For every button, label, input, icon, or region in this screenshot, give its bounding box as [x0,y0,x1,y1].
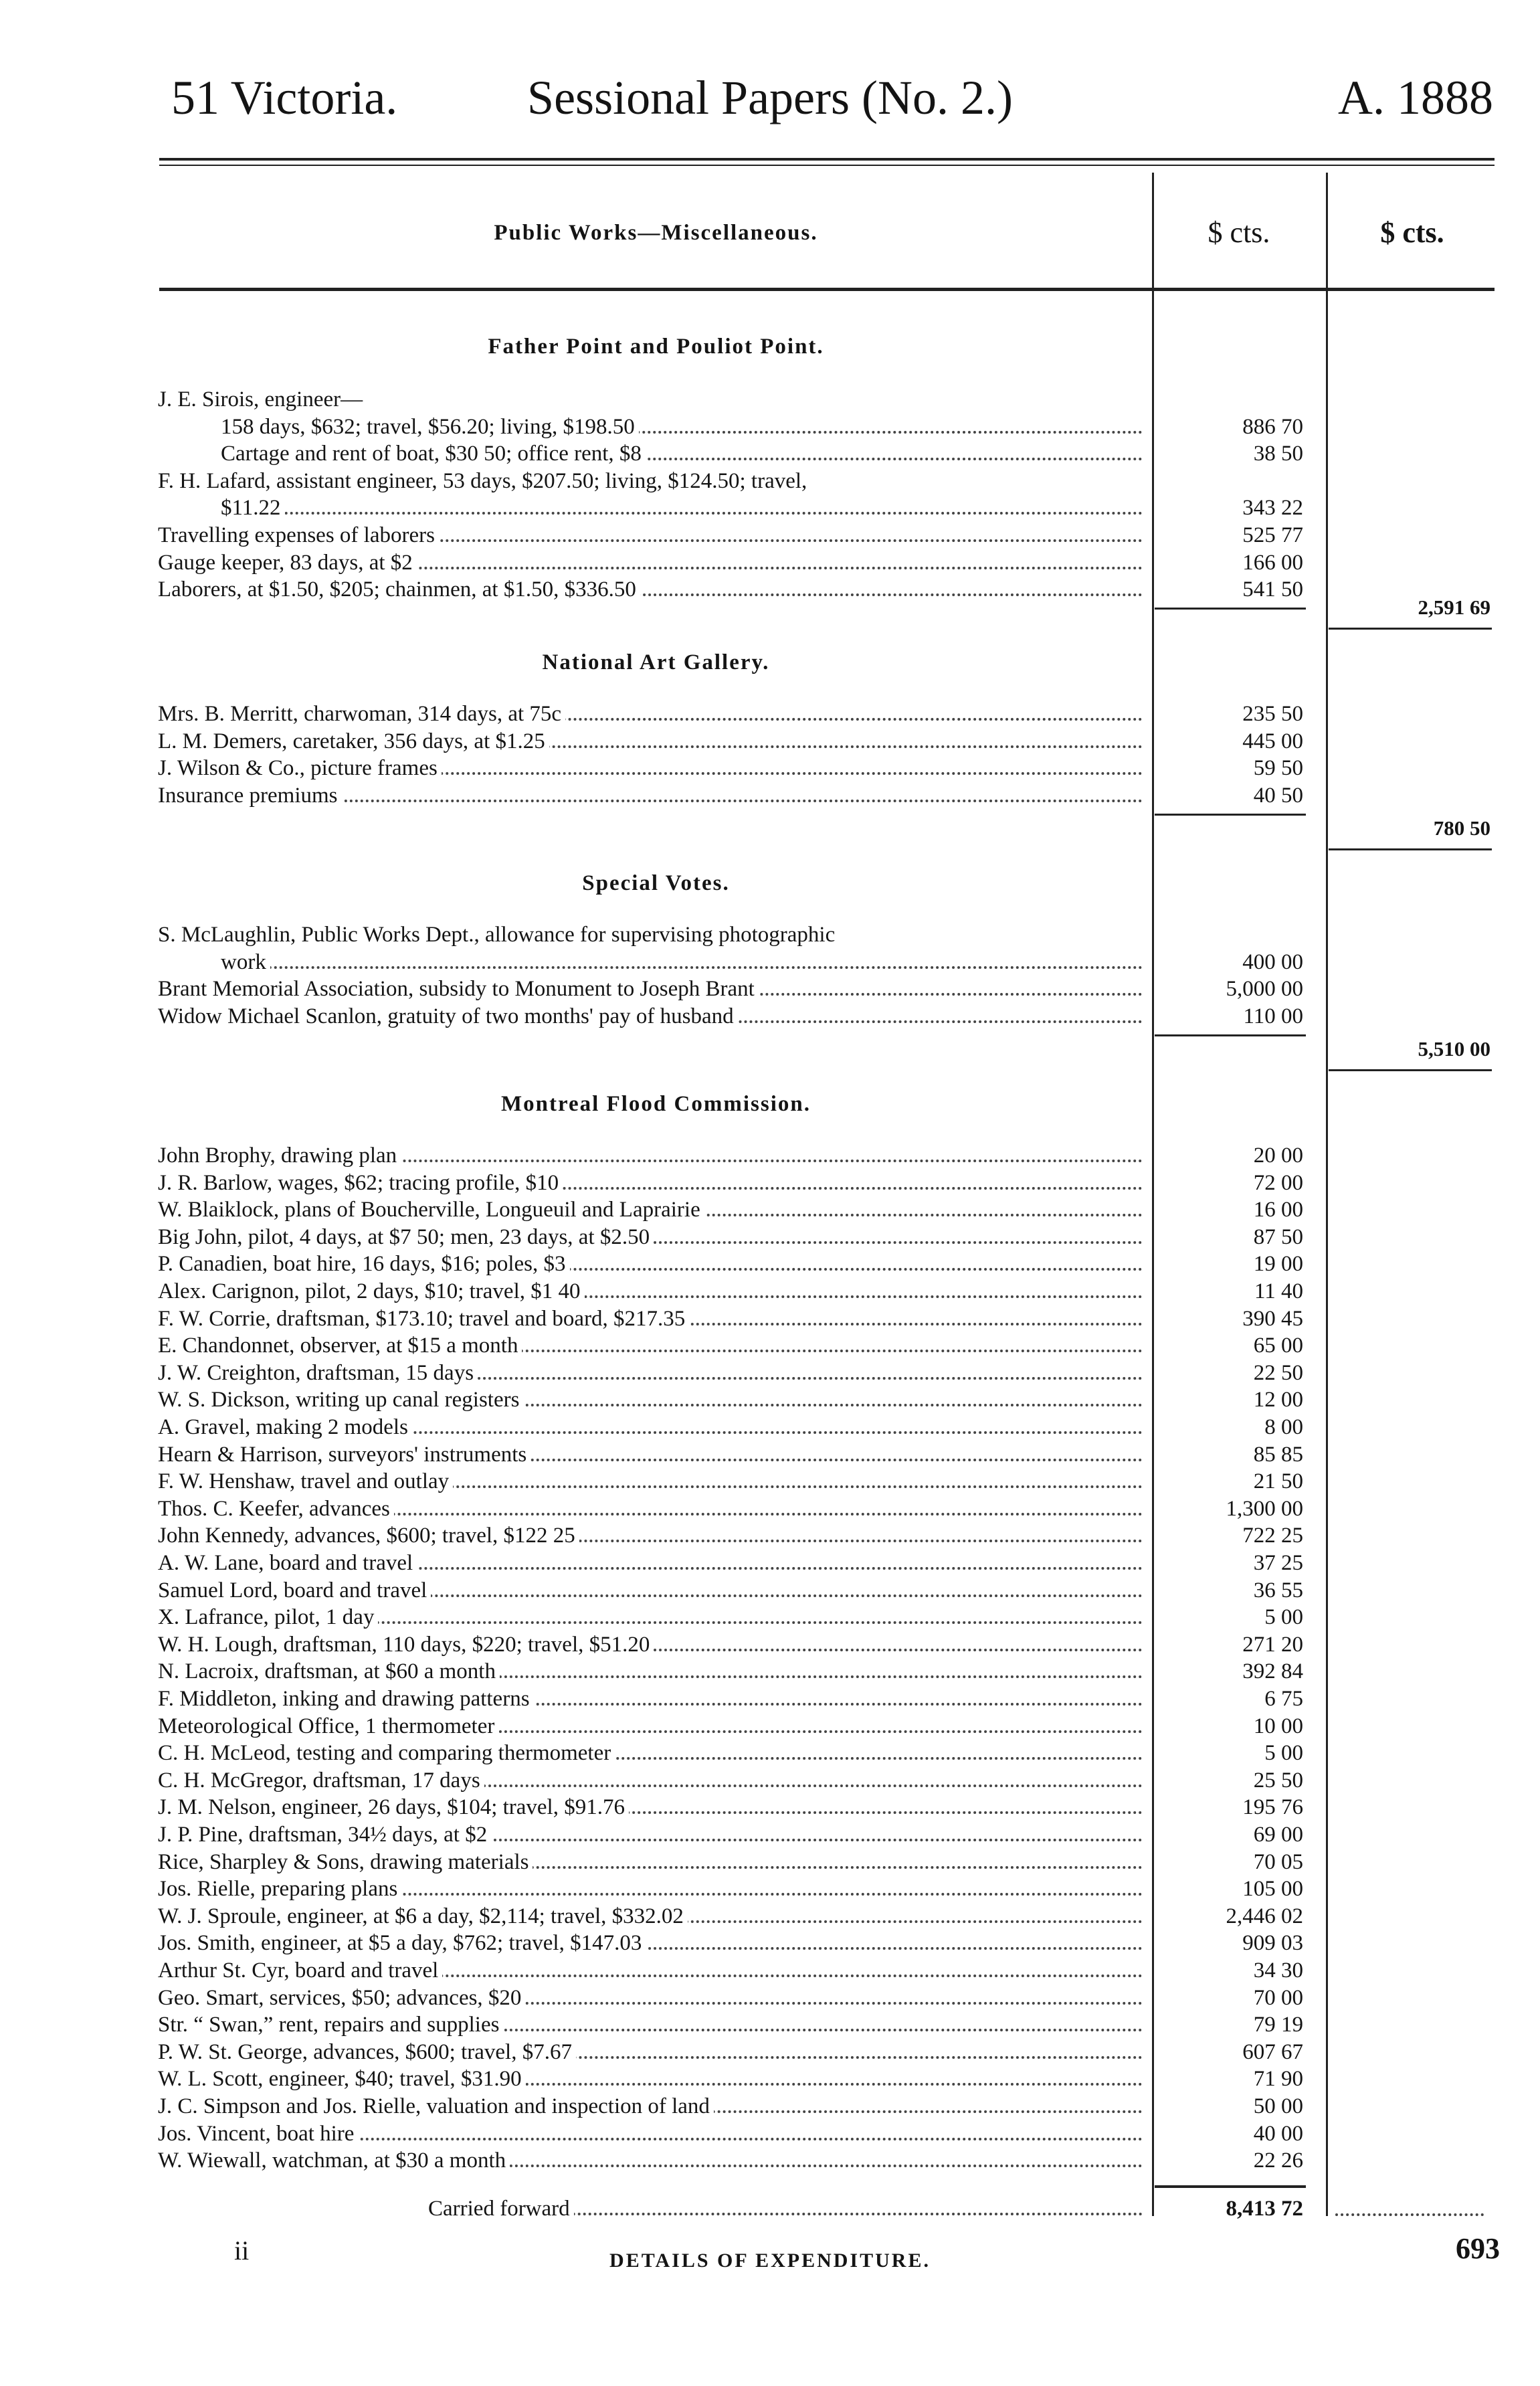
row-description: W. Blaiklock, plans of Boucherville, Longueuil and Laprairie [158,1198,704,1222]
row-amount: 50 00 [1253,2094,1303,2118]
subtotal-rule [1155,1034,1306,1036]
row-amount: 909 03 [1242,1931,1303,1956]
row-description: Gauge keeper, 83 days, at $2 [158,551,417,575]
table-row [158,2121,1148,2147]
row-amount: 343 22 [1242,496,1303,521]
row-amount: 110 00 [1243,1004,1303,1028]
row-description: Cartage and rent of boat, $30 50; office rent, $8 [221,442,646,466]
row-amount: 70 05 [1253,1849,1303,1874]
table-row [158,2066,1148,2092]
row-amount: 85 85 [1253,1442,1303,1467]
row-amount: 271 20 [1242,1632,1303,1657]
table-row [158,1197,1148,1223]
table-row [158,1795,1148,1821]
subtotal-rule [1155,814,1306,816]
row-description: John Kennedy, advances, $600; travel, $122 25 [158,1524,579,1548]
row-description: P. W. St. George, advances, $600; travel, $7.67 [158,2040,576,2064]
table-row [158,1876,1148,1902]
table-row [158,1604,1148,1631]
top-double-rule-inner [159,165,1495,166]
table-row [158,1004,1148,1030]
table-row [158,783,1148,809]
table-row [158,729,1148,755]
table-row [158,550,1148,576]
table-row [158,1170,1148,1196]
row-description: Rice, Sharpley & Sons, drawing materials [158,1850,533,1874]
row-amount: 36 55 [1253,1578,1303,1602]
row-amount: 166 00 [1242,550,1303,575]
table-row [158,1496,1148,1522]
table-row [158,1822,1148,1848]
carried-forward-row [428,2196,1148,2222]
row-description: A. Gravel, making 2 models [158,1415,412,1439]
row-description: 158 days, $632; travel, $56.20; living, $198.50 [221,415,639,439]
table-row [158,2012,1148,2038]
table-row [158,1714,1148,1740]
table-row [158,1306,1148,1332]
header-title: Sessional Papers (No. 2.) [527,71,1013,124]
page-number: 693 [1456,2232,1500,2265]
row-amount: 400 00 [1242,949,1303,974]
row-amount: 195 76 [1242,1795,1303,1820]
row-description: S. McLaughlin, Public Works Dept., allowance for supervising photographic [158,923,839,947]
table-row [158,1686,1148,1712]
total-rule [1329,628,1492,630]
row-description: W. S. Dickson, writing up canal registers [158,1388,523,1412]
row-amount: 5 00 [1264,1741,1303,1766]
table-row [158,1442,1148,1468]
row-amount: 722 25 [1242,1524,1303,1548]
row-amount: 38 50 [1253,442,1303,466]
table-row [158,976,1148,1002]
row-amount: 525 77 [1242,523,1303,547]
row-amount: 59 50 [1253,756,1303,781]
row-description: Insurance premiums [158,784,342,808]
column-divider-2 [1326,173,1328,2216]
column-heading-amount: $ cts. [1208,216,1270,249]
row-description: C. H. McGregor, draftsman, 17 days [158,1768,484,1793]
row-amount: 886 70 [1242,414,1303,439]
row-amount: 22 26 [1253,2148,1303,2173]
total-rule [1329,1069,1492,1071]
row-description: J. C. Simpson and Jos. Rielle, valuation and inspection of land [158,2094,714,2118]
row-description: P. Canadien, boat hire, 16 days, $16; poles, $3 [158,1252,570,1276]
table-row [158,1958,1148,1984]
row-description: F. Middleton, inking and drawing patterns [158,1687,534,1711]
row-amount: 20 00 [1253,1143,1303,1168]
row-description: W. L. Scott, engineer, $40; travel, $31.90 [158,2067,526,2091]
row-description: E. Chandonnet, observer, at $15 a month [158,1334,522,1358]
row-amount: 22 50 [1253,1360,1303,1385]
row-description: John Brophy, drawing plan [158,1143,401,1168]
row-description: Str. “ Swan,” rent, repairs and supplies [158,2013,503,2037]
column-heading-total: $ cts. [1380,216,1444,249]
section-title: Montreal Flood Commission. [501,1092,811,1116]
header-volume: 51 Victoria. [171,71,398,124]
row-amount: 34 30 [1253,1958,1303,1983]
row-description: J. E. Sirois, engineer— [158,387,367,411]
table-row [158,2148,1148,2174]
row-description: Jos. Smith, engineer, at $5 a day, $762; travel, $147.03 [158,1931,646,1955]
row-description: Widow Michael Scanlon, gratuity of two months' pay of husband [158,1004,738,1028]
row-description: Arthur St. Cyr, board and travel [158,1958,442,1983]
table-row [158,755,1148,782]
row-description: Hearn & Harrison, surveyors' instruments [158,1443,531,1467]
row-amount: 390 45 [1242,1306,1303,1331]
table-row [158,1333,1148,1359]
row-amount: 607 67 [1242,2039,1303,2064]
row-description: C. H. McLeod, testing and comparing thermometer [158,1741,615,1765]
row-amount: 5,000 00 [1226,977,1303,1002]
row-description: J. Wilson & Co., picture frames [158,756,442,780]
row-description: Alex. Carignon, pilot, 2 days, $10; travel, $1 40 [158,1279,585,1303]
table-row [158,2094,1148,2120]
row-amount: 2,446 02 [1226,1904,1303,1928]
table-row [221,441,1148,467]
row-amount: 235 50 [1242,702,1303,726]
row-description: $11.22 [221,496,285,520]
row-amount: 40 50 [1253,783,1303,808]
section-total: 5,510 00 [1418,1037,1490,1061]
table-row [158,1740,1148,1766]
section-total: 780 50 [1433,816,1490,840]
footer-caption: DETAILS OF EXPENDITURE. [609,2250,931,2272]
section-title: National Art Gallery. [542,650,770,674]
table-row [158,1414,1148,1441]
row-amount: 6 75 [1264,1687,1303,1711]
carried-forward-label: Carried forward [428,2197,574,2221]
footer-roman-numeral: ii [234,2235,250,2266]
row-amount: 65 00 [1253,1334,1303,1358]
row-description: Meteorological Office, 1 thermometer [158,1714,498,1738]
table-row [158,1849,1148,1875]
row-amount: 16 00 [1253,1198,1303,1222]
row-description: J. W. Creighton, draftsman, 15 days [158,1361,478,1385]
table-row [158,1550,1148,1576]
header-year: A. 1888 [1338,71,1493,124]
table-row [158,1659,1148,1685]
table-row [158,1279,1148,1305]
table-row [158,523,1148,549]
row-amount: 105 00 [1242,1877,1303,1902]
row-description: N. Lacroix, draftsman, at $60 a month [158,1659,500,1683]
row-description: F. W. Corrie, draftsman, $173.10; travel and board, $217.35 [158,1307,689,1331]
row-description: J. M. Nelson, engineer, 26 days, $104; travel, $91.76 [158,1795,629,1819]
table-row [158,1469,1148,1495]
row-amount: 72 00 [1253,1170,1303,1195]
row-amount: 40 00 [1253,2121,1303,2146]
row-amount: 10 00 [1253,1714,1303,1738]
row-amount: 87 50 [1253,1224,1303,1249]
row-description: Samuel Lord, board and travel [158,1578,431,1602]
row-amount: 19 00 [1253,1252,1303,1277]
row-amount: 5 00 [1264,1605,1303,1630]
table-row [158,577,1148,603]
table-row [158,1904,1148,1930]
row-amount: 69 00 [1253,1823,1303,1847]
top-double-rule [159,158,1495,161]
table-row [158,1387,1148,1413]
table-row [158,1768,1148,1794]
table-row [158,1143,1148,1169]
section-title: Special Votes. [582,871,730,895]
table-row [158,1360,1148,1386]
row-amount: 392 84 [1242,1659,1303,1684]
row-amount: 71 90 [1253,2067,1303,2092]
table-row [221,495,1148,521]
section-total: 2,591 69 [1418,595,1490,619]
row-description: Thos. C. Keefer, advances [158,1497,394,1521]
table-heading: Public Works—Miscellaneous. [494,221,818,245]
row-description: W. Wiewall, watchman, at $30 a month [158,2148,510,2173]
table-row [221,949,1148,976]
table-row [221,414,1148,440]
row-description: Jos. Rielle, preparing plans [158,1877,401,1901]
row-amount: 541 50 [1242,577,1303,602]
heading-rule [159,288,1495,291]
row-amount: 12 00 [1253,1388,1303,1412]
row-amount: 445 00 [1242,729,1303,753]
row-amount: 79 19 [1253,2013,1303,2037]
row-amount: 25 50 [1253,1768,1303,1793]
table-row [158,1578,1148,1604]
total-rule [1329,848,1492,850]
row-description: L. M. Demers, caretaker, 356 days, at $1.25 [158,729,549,753]
table-row [158,922,1148,948]
row-description: W. H. Lough, draftsman, 110 days, $220; travel, $51.20 [158,1633,654,1657]
subtotal-rule [1155,608,1306,610]
row-amount: 70 00 [1253,1985,1303,2010]
row-description: X. Lafrance, pilot, 1 day [158,1605,378,1629]
row-description: F. W. Henshaw, travel and outlay [158,1469,453,1493]
row-description: Mrs. B. Merritt, charwoman, 314 days, at 75c [158,702,565,726]
carried-forward-rule [1155,2185,1306,2188]
row-description: Big John, pilot, 4 days, at $7 50; men, 23 days, at $2.50 [158,1225,654,1249]
row-amount: 37 25 [1253,1551,1303,1575]
row-description: J. R. Barlow, wages, $62; tracing profile, $10 [158,1171,563,1195]
row-amount: 11 40 [1254,1279,1303,1303]
table-row [158,1985,1148,2011]
row-description: Brant Memorial Association, subsidy to Monument to Joseph Brant [158,977,759,1001]
carried-forward-amount: 8,413 72 [1226,2197,1303,2221]
row-description: Travelling expenses of laborers [158,523,439,547]
row-description: W. J. Sproule, engineer, at $6 a day, $2,114; travel, $332.02 [158,1904,688,1928]
row-amount: 1,300 00 [1226,1496,1303,1521]
table-row [158,701,1148,727]
row-description: Jos. Vincent, boat hire [158,2122,358,2146]
table-row [158,1930,1148,1956]
section-title: Father Point and Pouliot Point. [488,335,824,359]
row-description: work [221,950,270,974]
row-amount: 8 00 [1264,1415,1303,1439]
table-row [158,2039,1148,2066]
row-description: F. H. Lafard, assistant engineer, 53 days, $207.50; living, $124.50; travel, [158,469,811,493]
table-row [158,387,1148,413]
table-row [158,1632,1148,1658]
row-description: Geo. Smart, services, $50; advances, $20 [158,1986,525,2010]
carried-forward-leader [1335,2213,1484,2216]
table-row [158,1523,1148,1549]
row-description: J. P. Pine, draftsman, 34½ days, at $2 [158,1823,491,1847]
row-amount: 21 50 [1253,1469,1303,1494]
table-row [158,1251,1148,1277]
row-description: Laborers, at $1.50, $205; chainmen, at $1.50, $336.50 [158,577,640,602]
row-description: A. W. Lane, board and travel [158,1551,417,1575]
table-row [158,468,1148,494]
table-row [158,1224,1148,1251]
column-divider-1 [1152,173,1154,2216]
